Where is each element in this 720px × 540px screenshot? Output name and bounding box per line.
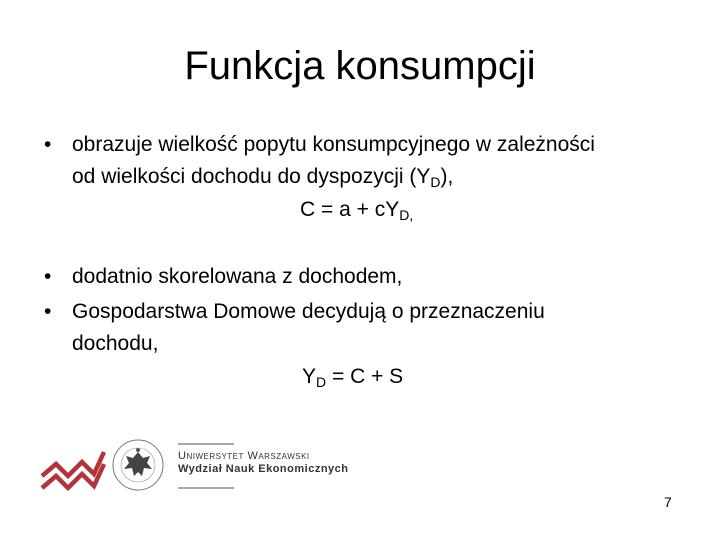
formula-2-rest: = C + S — [326, 365, 404, 388]
university-name-block — [178, 450, 349, 476]
bullet-2-text: dodatnio skorelowana z dochodem, — [72, 265, 403, 288]
formula-consumption — [300, 197, 413, 223]
faculty-name: Wydział Nauk Ekonomicznych — [178, 463, 349, 475]
bullet-1-line-2-text: od wielkości dochodu do dyspozycji (Y — [72, 165, 431, 188]
bullet-3-line-2: dochodu, — [72, 332, 159, 355]
bullet-3-line-1: Gospodarstwa Domowe decydują o przeznaczeniu — [72, 300, 545, 323]
formula-2-y: Y — [302, 365, 317, 388]
bullet-marker: • — [44, 133, 52, 156]
bullet-1-subscript: D — [430, 174, 441, 190]
zigzag-line-1 — [42, 452, 104, 476]
bullet-marker: • — [44, 300, 52, 323]
formula-1-subscript: D, — [399, 207, 414, 223]
bullet-1-line-1: obrazuje wielkość popytu konsumpcyjnego w zależności — [72, 133, 595, 156]
faculty-logo — [38, 438, 368, 498]
formula-income — [302, 364, 403, 390]
formula-1-text: C = a + cY — [300, 198, 400, 221]
bullet-1-line-2 — [72, 164, 453, 190]
page-number: 7 — [664, 494, 672, 510]
formula-2-subscript: D — [316, 374, 327, 390]
zigzag-logo-icon — [42, 452, 104, 488]
bullet-marker: • — [44, 265, 52, 288]
slide-title: Funkcja konsumpcji — [184, 44, 536, 88]
university-name: Uniwersytet Warszawski — [178, 450, 310, 462]
bullet-1-line-2-end: ), — [440, 165, 454, 188]
university-seal-icon — [113, 440, 163, 490]
